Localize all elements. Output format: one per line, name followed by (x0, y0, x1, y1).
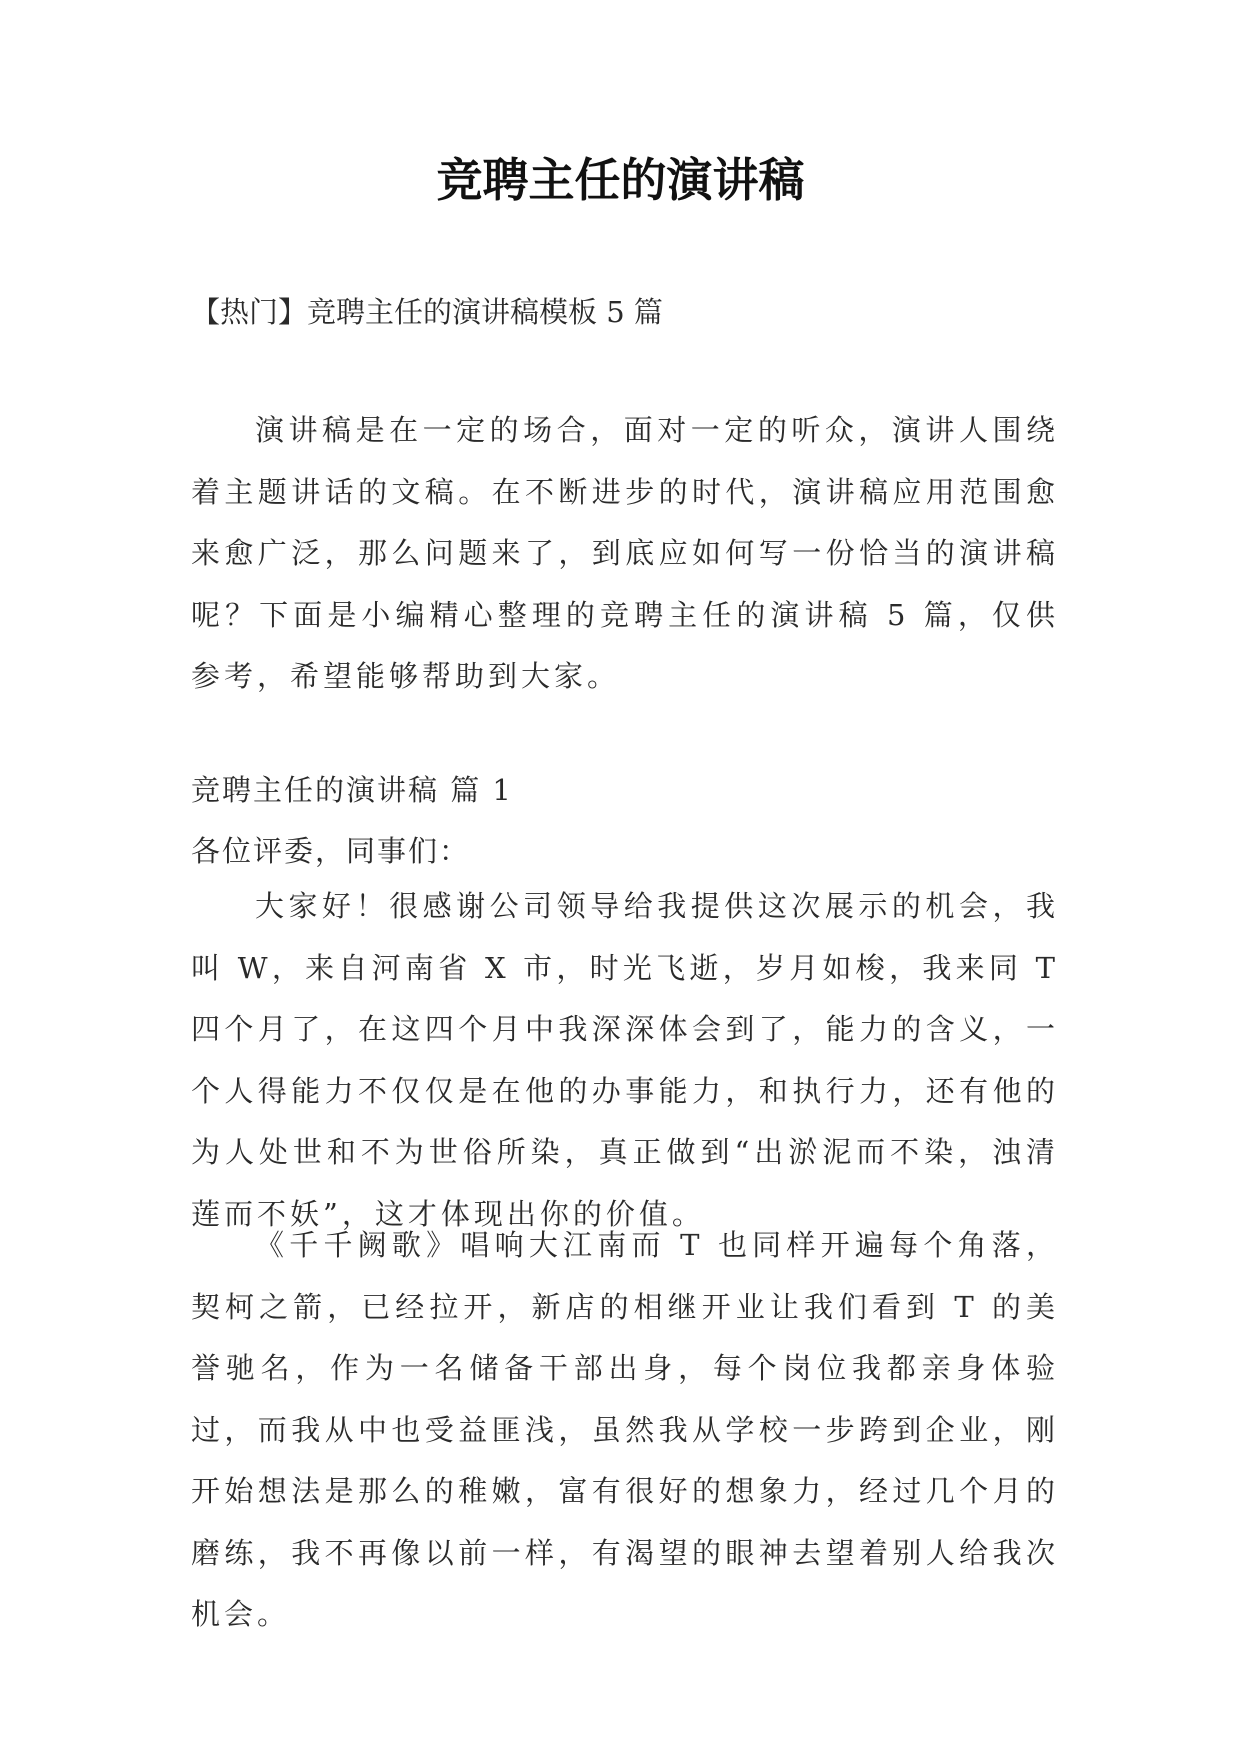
document-subtitle: 【热门】竞聘主任的演讲稿模板 5 篇 (191, 295, 663, 329)
page-title: 竞聘主任的演讲稿 (436, 153, 805, 207)
body-paragraph-1: 大家好！很感谢公司领导给我提供这次展示的机会，我叫 W，来自河南省 X 市，时光飞逝，岁月如梭，我来同 T 四个月了，在这四个月中我深深体会到了，能力的含义，一个人得能力不仅仅是在他的办事能力，和执行力，还有他的为人处世和不为世俗所染，真正做到“出淤泥而不染，浊清莲而不妖”，这才体现出你的价值。 (191, 889, 1059, 1231)
section-heading: 竞聘主任的演讲稿 篇 1 (191, 773, 513, 807)
intro-paragraph: 演讲稿是在一定的场合，面对一定的听众，演讲人围绕着主题讲话的文稿。在不断进步的时代，演讲稿应用范围愈来愈广泛，那么问题来了，到底应如何写一份恰当的演讲稿呢？下面是小编精心整理的竞聘主任的演讲稿 5 篇，仅供参考，希望能够帮助到大家。 (191, 413, 1059, 693)
salutation: 各位评委，同事们： (191, 834, 471, 868)
body-paragraph-2: 《千千阙歌》唱响大江南而 T 也同样开遍每个角落，契柯之箭，已经拉开，新店的相继开业让我们看到 T 的美誉驰名，作为一名储备干部出身，每个岗位我都亲身体验过，而我从中也受益匪浅，虽然我从学校一步跨到企业，刚开始想法是那么的稚嫩，富有很好的想象力，经过几个月的磨练，我不再像以前一样，有渴望的眼神去望着别人给我次机会。 (191, 1228, 1059, 1631)
